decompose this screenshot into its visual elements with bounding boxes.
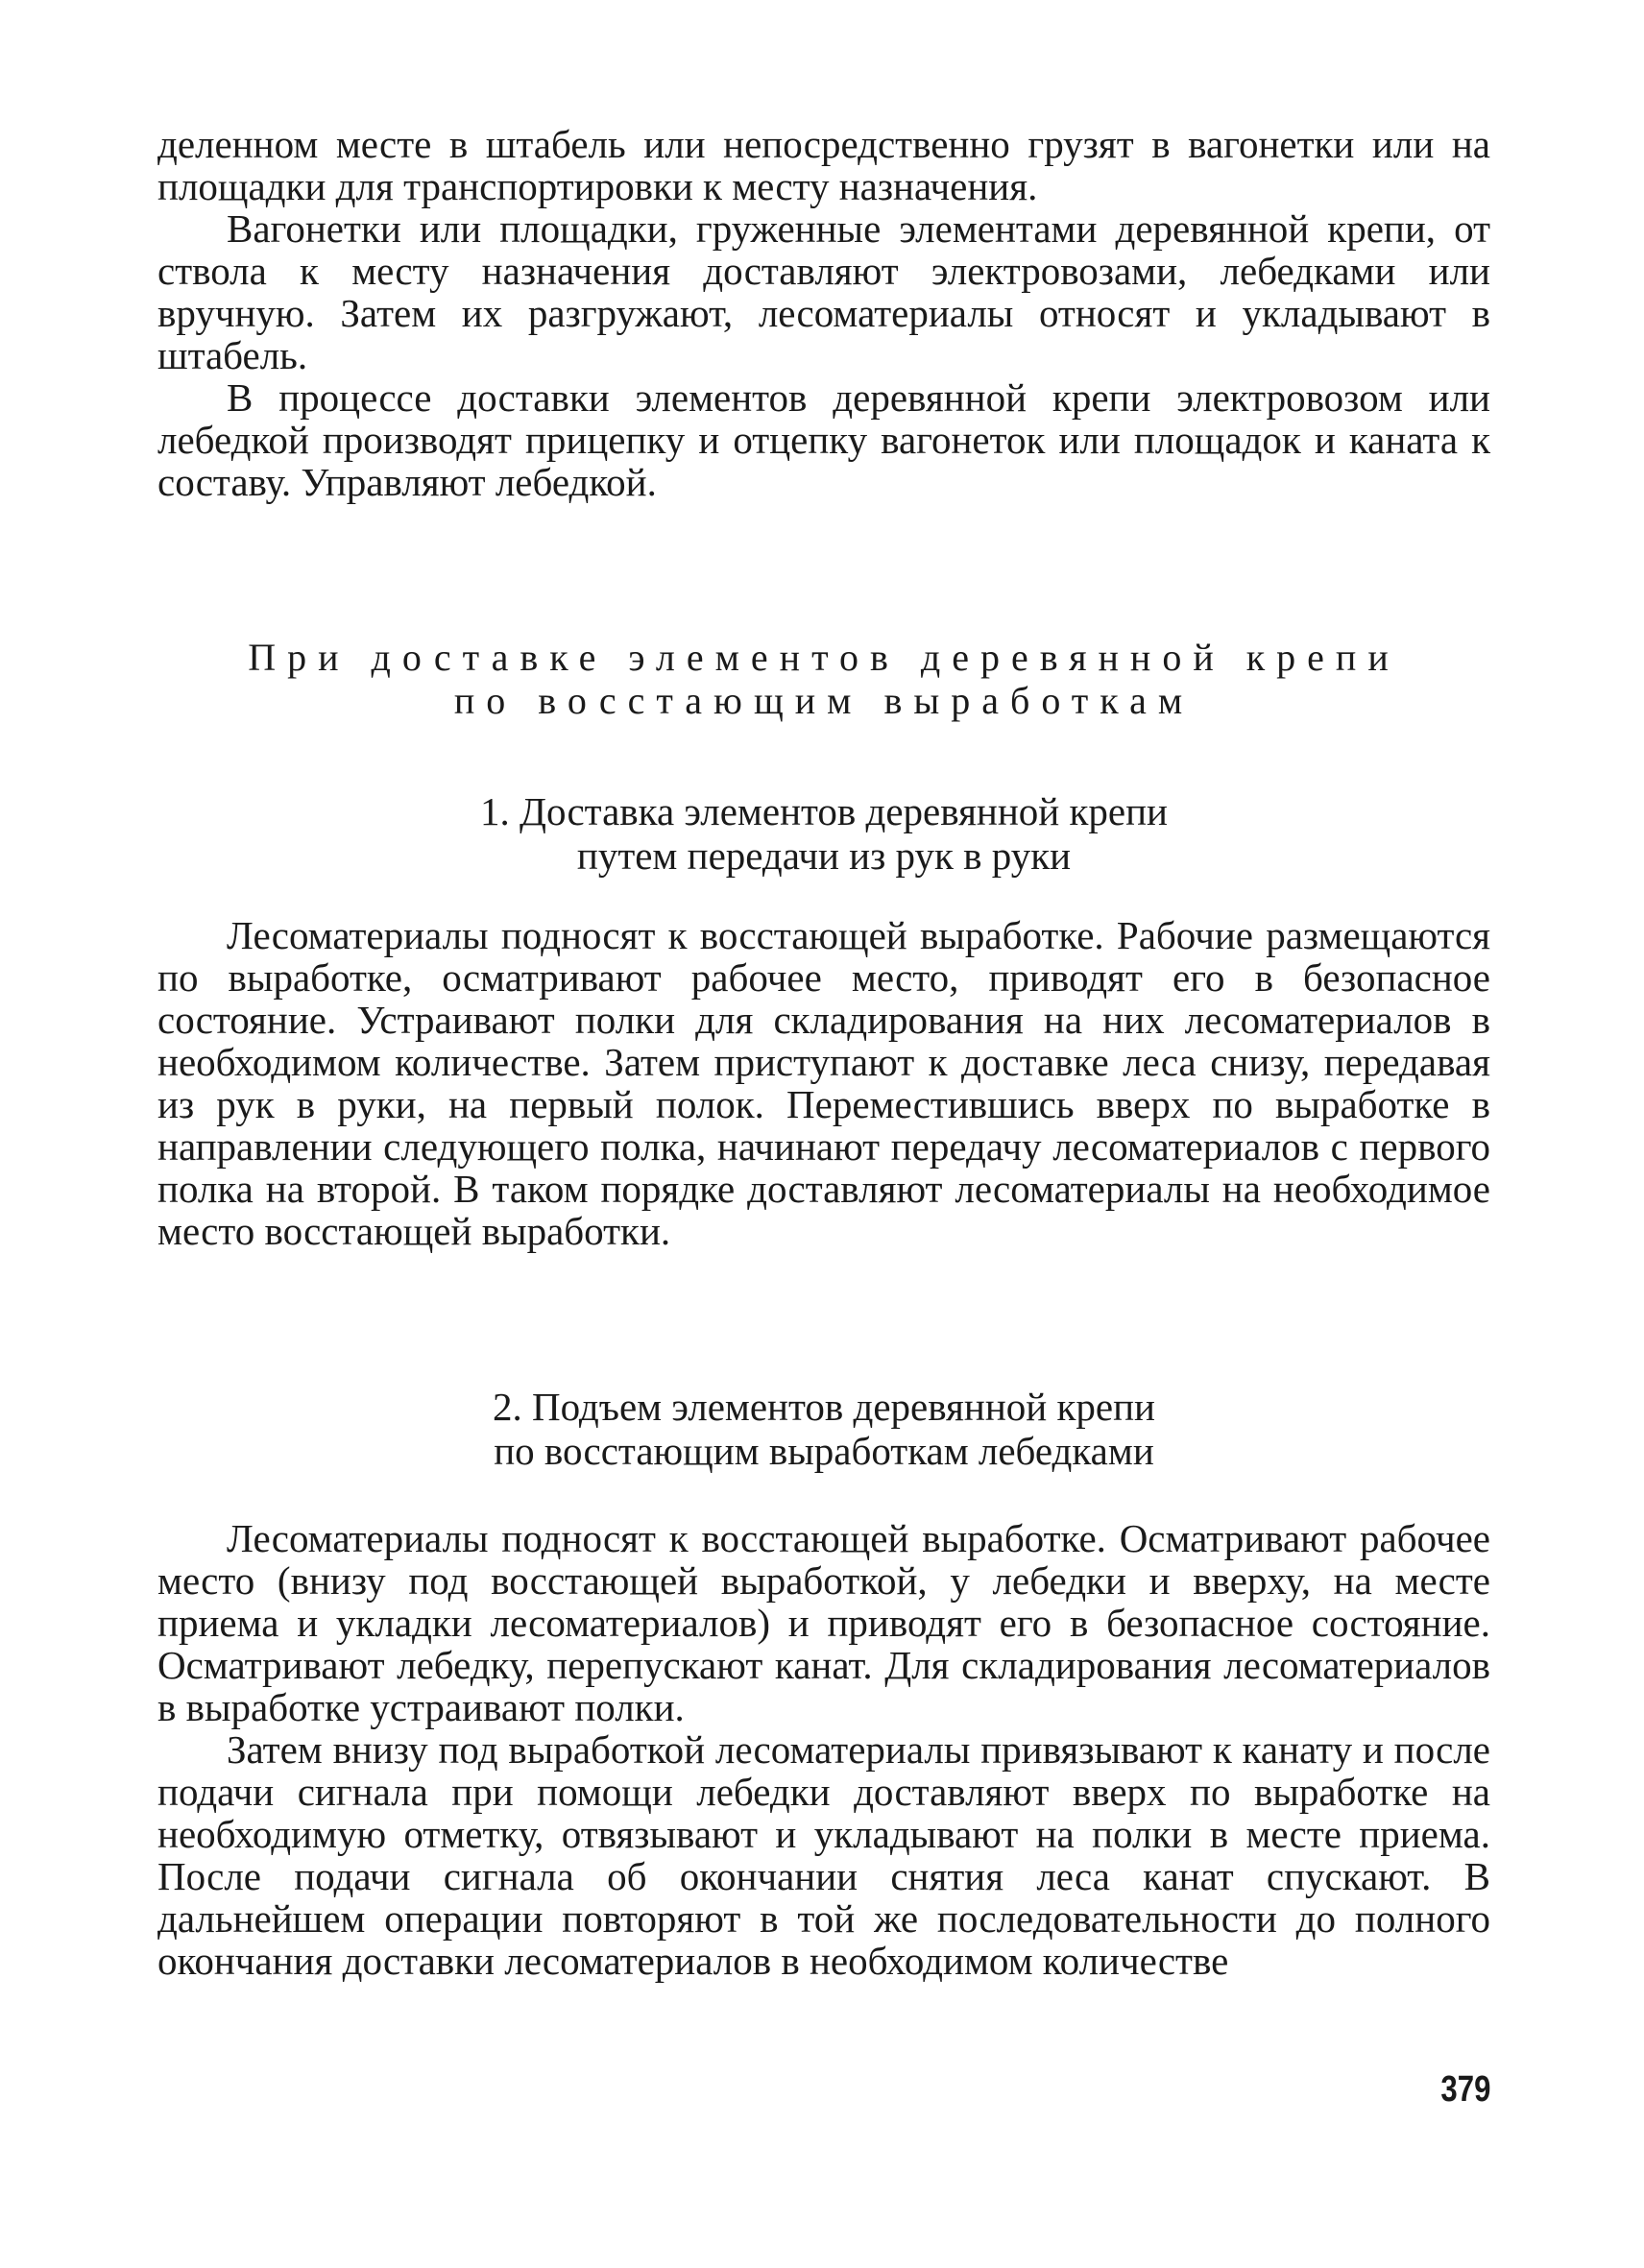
page xyxy=(157,123,1490,2187)
subsection-2-title-line-2: по восстающим выработкам лебедками xyxy=(494,1429,1154,1473)
section-title-line-1: При доставке элементов деревянной крепи xyxy=(248,636,1400,679)
paragraph-hand-to-hand: Лесоматериалы подносят к восстающей выработке. Рабочие размещаются по выработке, осматривают рабочее место, приводят его в безопасное состояние. Устраивают полки для складирования на них лесоматериалов в необходимом количестве. Затем приступают к доставке леса снизу, передавая из рук в руки, на первый полок. Переместившись вверх по выработке в направлении следующего полка, начинают передачу лесоматериалов с первого полка на второй. В таком порядке доставляют лесоматериалы на необходимое место восстающей выработки. xyxy=(157,913,1490,1253)
paragraph-winch-lifting: Затем внизу под выработкой лесоматериалы привязывают к канату и после подачи сигнала при помощи лебедки доставляют вверх по выработке на необходимую отметку, отвязывают и укладывают на полки в месте приема. После подачи сигнала об окончании снятия леса канат спускают. В дальнейшем операции повторяют в той же последовательности до полного окончания доставки лесоматериалов в необходимом количестве xyxy=(157,1727,1490,1983)
subsection-1-title-line-1: 1. Доставка элементов деревянной крепи xyxy=(480,789,1168,833)
paragraph-continuation: деленном месте в штабель или непосредственно грузят в вагонетки или на площадки для транспортировки к месту назначения. xyxy=(157,122,1490,208)
paragraph-winch-prep: Лесоматериалы подносят к восстающей выработке. Осматривают рабочее место (внизу под восстающей выработкой, у лебедки и вверху, на месте приема и укладки лесоматериалов) и приводят его в безопасное состояние. Осматривают лебедку, перепускают канат. Для складирования лесоматериалов в выработке устраивают полки. xyxy=(157,1516,1490,1729)
section-title-line-2: по восстающим выработкам xyxy=(453,679,1195,722)
subsection-2-body xyxy=(157,1517,1490,1982)
paragraph-wagons: Вагонетки или площадки, груженные элементами деревянной крепи, от ствола к месту назначения доставляют электровозами, лебедками или вручную. Затем их разгружают, лесоматериалы относят и укладывают в штабель. xyxy=(157,206,1490,377)
page-number: 379 xyxy=(1440,2069,1490,2110)
subsection-2-title-line-1: 2. Подъем элементов деревянной крепи xyxy=(493,1385,1155,1429)
top-text-block xyxy=(157,123,1490,503)
paragraph-delivery-process: В процессе доставки элементов деревянной крепи электровозом или лебедкой производят прицепку и отцепку вагонеток или площадок и каната к составу. Управляют лебедкой. xyxy=(157,375,1490,504)
subsection-1-title-line-2: путем передачи из рук в руки xyxy=(576,833,1072,878)
subsection-1-body xyxy=(157,914,1490,1252)
